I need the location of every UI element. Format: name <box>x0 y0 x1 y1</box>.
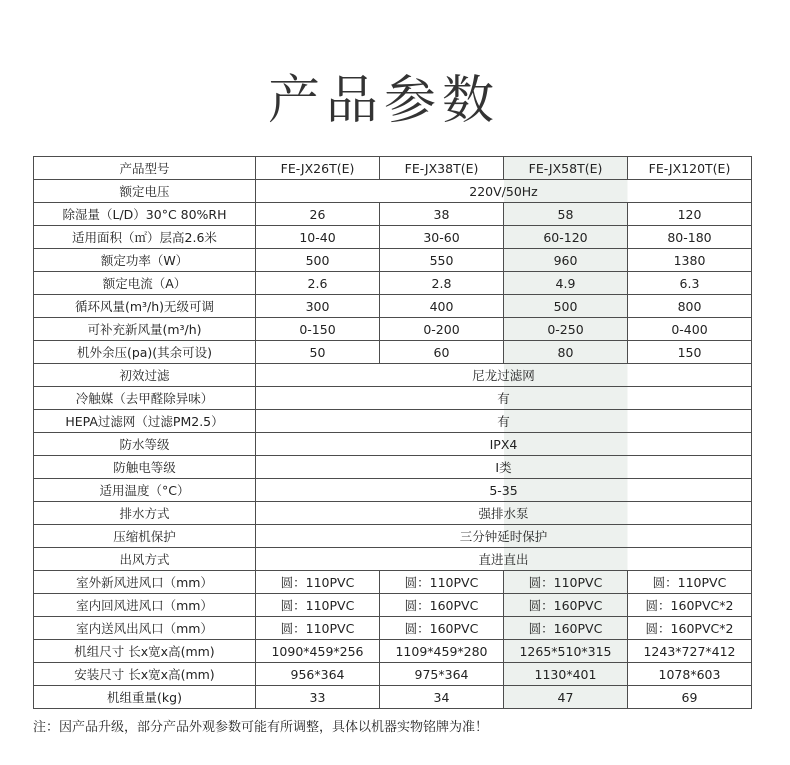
value-cell: 圆：110PVC <box>628 571 752 594</box>
value-cell: 500 <box>256 249 380 272</box>
row-label-cell: 压缩机保护 <box>34 525 256 548</box>
spanning-value-cell: 有 <box>256 387 752 410</box>
value-cell: 956*364 <box>256 663 380 686</box>
value-cell: 69 <box>628 686 752 709</box>
spanning-value-cell: 三分钟延时保护 <box>256 525 752 548</box>
value-cell: 圆：110PVC <box>256 617 380 640</box>
value-cell: 圆：110PVC <box>256 594 380 617</box>
value-cell: 120 <box>628 203 752 226</box>
row-label-cell: 机组重量(kg) <box>34 686 256 709</box>
table-row <box>34 318 752 341</box>
value-cell: 1243*727*412 <box>628 640 752 663</box>
value-cell: 0-200 <box>380 318 504 341</box>
spanning-value-cell: 强排水泵 <box>256 502 752 525</box>
spanning-value-cell: 直进直出 <box>256 548 752 571</box>
value-cell: 圆：160PVC <box>380 594 504 617</box>
value-cell: 47 <box>504 686 628 709</box>
table-row <box>34 479 752 502</box>
table-row <box>34 686 752 709</box>
row-label-cell: 额定功率（W） <box>34 249 256 272</box>
table-row <box>34 640 752 663</box>
spanning-value-cell: 有 <box>256 410 752 433</box>
row-label-cell: 防水等级 <box>34 433 256 456</box>
row-label-cell: 防触电等级 <box>34 456 256 479</box>
table-row <box>34 525 752 548</box>
value-cell: 150 <box>628 341 752 364</box>
spanning-value-cell: I类 <box>256 456 752 479</box>
row-label-cell: 机组尺寸 长x宽x高(mm) <box>34 640 256 663</box>
value-cell: 0-250 <box>504 318 628 341</box>
table-row <box>34 433 752 456</box>
value-cell: 1109*459*280 <box>380 640 504 663</box>
row-label-cell: 室外新风进风口（mm） <box>34 571 256 594</box>
table-row <box>34 364 752 387</box>
table-row <box>34 571 752 594</box>
value-cell: 38 <box>380 203 504 226</box>
value-cell: 33 <box>256 686 380 709</box>
value-cell: 圆：160PVC*2 <box>628 594 752 617</box>
row-label-cell: 安装尺寸 长x宽x高(mm) <box>34 663 256 686</box>
header-label-cell: 产品型号 <box>34 157 256 180</box>
table-row <box>34 341 752 364</box>
value-cell: 34 <box>380 686 504 709</box>
spanning-value-cell: 尼龙过滤网 <box>256 364 752 387</box>
value-cell: 30-60 <box>380 226 504 249</box>
value-cell: 300 <box>256 295 380 318</box>
value-cell: 1130*401 <box>504 663 628 686</box>
value-cell: 550 <box>380 249 504 272</box>
table-row <box>34 548 752 571</box>
value-cell: 80-180 <box>628 226 752 249</box>
table-row <box>34 272 752 295</box>
spanning-value-cell: 220V/50Hz <box>256 180 752 203</box>
value-cell: 圆：110PVC <box>380 571 504 594</box>
value-cell: 6.3 <box>628 272 752 295</box>
value-cell: 1090*459*256 <box>256 640 380 663</box>
value-cell: 60-120 <box>504 226 628 249</box>
value-cell: 50 <box>256 341 380 364</box>
value-cell: 圆：160PVC*2 <box>628 617 752 640</box>
spanning-value-cell: 5-35 <box>256 479 752 502</box>
row-label-cell: HEPA过滤网（过滤PM2.5） <box>34 410 256 433</box>
value-cell: 0-400 <box>628 318 752 341</box>
row-label-cell: 除湿量（L/D）30°C 80%RH <box>34 203 256 226</box>
footnote: 注：因产品升级，部分产品外观参数可能有所调整，具体以机器实物铭牌为准！ <box>33 720 489 735</box>
value-cell: 2.8 <box>380 272 504 295</box>
row-label-cell: 室内回风进风口（mm） <box>34 594 256 617</box>
value-cell: 500 <box>504 295 628 318</box>
table-header-row <box>34 157 752 180</box>
row-label-cell: 适用温度（°C） <box>34 479 256 502</box>
table-row <box>34 295 752 318</box>
spanning-value-cell: IPX4 <box>256 433 752 456</box>
model-header-cell: FE-JX120T(E) <box>628 157 752 180</box>
value-cell: 圆：160PVC <box>380 617 504 640</box>
value-cell: 圆：160PVC <box>504 617 628 640</box>
page-title: 产品参数 <box>267 71 500 131</box>
table-row <box>34 203 752 226</box>
table-row <box>34 226 752 249</box>
value-cell: 圆：110PVC <box>504 571 628 594</box>
value-cell: 1265*510*315 <box>504 640 628 663</box>
row-label-cell: 可补充新风量(m³/h) <box>34 318 256 341</box>
value-cell: 80 <box>504 341 628 364</box>
value-cell: 0-150 <box>256 318 380 341</box>
value-cell: 4.9 <box>504 272 628 295</box>
row-label-cell: 初效过滤 <box>34 364 256 387</box>
value-cell: 960 <box>504 249 628 272</box>
table-row <box>34 594 752 617</box>
table-row <box>34 617 752 640</box>
value-cell: 2.6 <box>256 272 380 295</box>
spec-table-body <box>34 157 752 709</box>
row-label-cell: 出风方式 <box>34 548 256 571</box>
value-cell: 圆：110PVC <box>256 571 380 594</box>
value-cell: 1380 <box>628 249 752 272</box>
table-row <box>34 249 752 272</box>
value-cell: 26 <box>256 203 380 226</box>
table-row <box>34 502 752 525</box>
value-cell: 400 <box>380 295 504 318</box>
value-cell: 圆：160PVC <box>504 594 628 617</box>
table-row <box>34 180 752 203</box>
table-row <box>34 410 752 433</box>
table-row <box>34 456 752 479</box>
row-label-cell: 室内送风出风口（mm） <box>34 617 256 640</box>
row-label-cell: 额定电流（A） <box>34 272 256 295</box>
row-label-cell: 循环风量(m³/h)无级可调 <box>34 295 256 318</box>
value-cell: 60 <box>380 341 504 364</box>
spec-table <box>33 156 752 709</box>
model-header-cell: FE-JX58T(E) <box>504 157 628 180</box>
model-header-cell: FE-JX38T(E) <box>380 157 504 180</box>
table-row <box>34 663 752 686</box>
value-cell: 800 <box>628 295 752 318</box>
value-cell: 975*364 <box>380 663 504 686</box>
table-row <box>34 387 752 410</box>
value-cell: 10-40 <box>256 226 380 249</box>
row-label-cell: 额定电压 <box>34 180 256 203</box>
row-label-cell: 机外余压(pa)(其余可设) <box>34 341 256 364</box>
value-cell: 58 <box>504 203 628 226</box>
value-cell: 1078*603 <box>628 663 752 686</box>
model-header-cell: FE-JX26T(E) <box>256 157 380 180</box>
row-label-cell: 适用面积（㎡）层高2.6米 <box>34 226 256 249</box>
row-label-cell: 排水方式 <box>34 502 256 525</box>
row-label-cell: 冷触媒（去甲醛除异味） <box>34 387 256 410</box>
